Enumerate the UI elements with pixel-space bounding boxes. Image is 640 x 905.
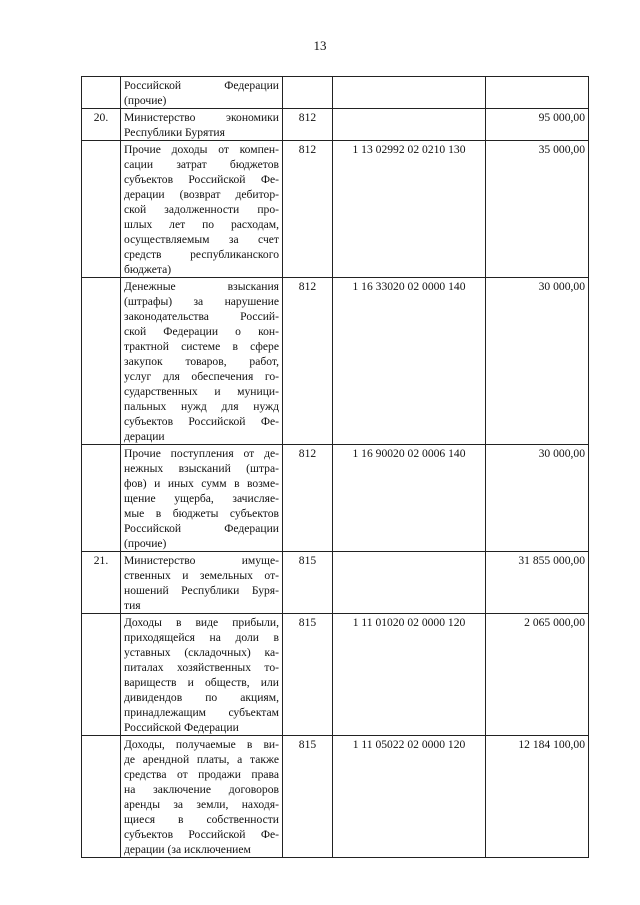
- description-line: щение ущерба, зачисляе-: [124, 492, 279, 505]
- description-line: Доходы, получаемые в ви-: [124, 738, 279, 751]
- description-line: питалах хозяйственных то-: [124, 661, 279, 674]
- budget-classification-code: [333, 109, 486, 141]
- row-description: [121, 109, 283, 141]
- row-number: [82, 77, 121, 109]
- row-number: 20.: [82, 109, 121, 141]
- description-line: аренды за земли, находя-: [124, 798, 279, 811]
- description-line: Министерство имуще-: [124, 554, 279, 567]
- description-line: дерации (возврат дебитор-: [124, 188, 279, 201]
- description-line: ственных и земельных от-: [124, 569, 279, 582]
- row-number: [82, 141, 121, 278]
- amount: 2 065 000,00: [486, 614, 589, 736]
- row-description: [121, 614, 283, 736]
- table-row: [82, 77, 589, 109]
- description-line: дивидендов по акциям,: [124, 691, 279, 704]
- description-line: Прочие доходы от компен-: [124, 143, 279, 156]
- row-description: [121, 77, 283, 109]
- description-line: Республики Бурятия: [124, 126, 225, 139]
- row-description: [121, 445, 283, 552]
- administrator-code: [283, 77, 333, 109]
- description-line: Российской Федерации: [124, 79, 279, 92]
- row-description: [121, 278, 283, 445]
- description-line: на заключение договоров: [124, 783, 279, 796]
- table-row: [82, 614, 589, 736]
- description-line: сации затрат бюджетов: [124, 158, 279, 171]
- page-number: 13: [313, 38, 327, 53]
- row-description: [121, 736, 283, 858]
- description-line: субъектов Российской Фе-: [124, 173, 279, 186]
- administrator-code: 815: [283, 552, 333, 614]
- description-line: вариществ и обществ, или: [124, 676, 279, 689]
- description-line: трактной системе в сфере: [124, 340, 279, 353]
- description-line: фов) и иных сумм в возме-: [124, 477, 279, 490]
- description-line: приходящейся на доли в: [124, 631, 279, 644]
- row-number: [82, 445, 121, 552]
- description-line: уставных (складочных) ка-: [124, 646, 279, 659]
- budget-classification-code: 1 11 01020 02 0000 120: [333, 614, 486, 736]
- description-line: принадлежащим субъектам: [124, 706, 279, 719]
- row-number: [82, 614, 121, 736]
- description-line: (штрафы) за нарушение: [124, 295, 279, 308]
- description-line: ской задолженности про-: [124, 203, 279, 216]
- description-line: шлых лет по расходам,: [124, 218, 279, 231]
- amount: 35 000,00: [486, 141, 589, 278]
- table-row: [82, 445, 589, 552]
- budget-classification-code: 1 16 33020 02 0000 140: [333, 278, 486, 445]
- revenue-table: [81, 76, 589, 858]
- administrator-code: 812: [283, 109, 333, 141]
- description-line: субъектов Российской Фе-: [124, 415, 279, 428]
- description-line: Денежные взыскания: [124, 280, 279, 293]
- amount: 12 184 100,00: [486, 736, 589, 858]
- budget-classification-code: 1 11 05022 02 0000 120: [333, 736, 486, 858]
- description-line: мые в бюджеты субъектов: [124, 507, 279, 520]
- description-line: бюджета): [124, 263, 172, 276]
- description-line: Прочие поступления от де-: [124, 447, 279, 460]
- table-row: [82, 736, 589, 858]
- row-number: [82, 278, 121, 445]
- description-line: дерации: [124, 430, 165, 443]
- description-line: де арендной платы, а также: [124, 753, 279, 766]
- row-number: 21.: [82, 552, 121, 614]
- table-body: [82, 77, 589, 858]
- amount: 95 000,00: [486, 109, 589, 141]
- administrator-code: 812: [283, 278, 333, 445]
- description-line: пальных нужд для нужд: [124, 400, 279, 413]
- description-line: Российской Федерации: [124, 522, 279, 535]
- administrator-code: 812: [283, 445, 333, 552]
- description-line: средств республиканского: [124, 248, 279, 261]
- description-line: сударственных и муници-: [124, 385, 279, 398]
- amount: [486, 77, 589, 109]
- row-description: [121, 141, 283, 278]
- amount: 30 000,00: [486, 445, 589, 552]
- description-line: ношений Республики Буря-: [124, 584, 279, 597]
- description-line: ской Федерации о кон-: [124, 325, 279, 338]
- budget-classification-code: 1 16 90020 02 0006 140: [333, 445, 486, 552]
- table-row: [82, 278, 589, 445]
- description-line: осуществляемым за счет: [124, 233, 279, 246]
- table-row: [82, 552, 589, 614]
- description-line: законодательства Россий-: [124, 310, 279, 323]
- amount: 30 000,00: [486, 278, 589, 445]
- row-description: [121, 552, 283, 614]
- budget-classification-code: [333, 552, 486, 614]
- description-line: щиеся в собственности: [124, 813, 279, 826]
- description-line: нежных взысканий (штра-: [124, 462, 279, 475]
- description-line: субъектов Российской Фе-: [124, 828, 279, 841]
- description-line: (прочие): [124, 537, 167, 550]
- description-line: Министерство экономики: [124, 111, 279, 124]
- amount: 31 855 000,00: [486, 552, 589, 614]
- row-number: [82, 736, 121, 858]
- table-row: [82, 141, 589, 278]
- description-line: Российской Федерации: [124, 721, 239, 734]
- description-line: дерации (за исключением: [124, 843, 251, 856]
- description-line: закупок товаров, работ,: [124, 355, 279, 368]
- budget-classification-code: 1 13 02992 02 0210 130: [333, 141, 486, 278]
- table-row: [82, 109, 589, 141]
- description-line: Доходы в виде прибыли,: [124, 616, 279, 629]
- administrator-code: 815: [283, 736, 333, 858]
- description-line: услуг для обеспечения го-: [124, 370, 279, 383]
- budget-classification-code: [333, 77, 486, 109]
- administrator-code: 812: [283, 141, 333, 278]
- description-line: (прочие): [124, 94, 167, 107]
- administrator-code: 815: [283, 614, 333, 736]
- description-line: средства от продажи права: [124, 768, 279, 781]
- description-line: тия: [124, 599, 141, 612]
